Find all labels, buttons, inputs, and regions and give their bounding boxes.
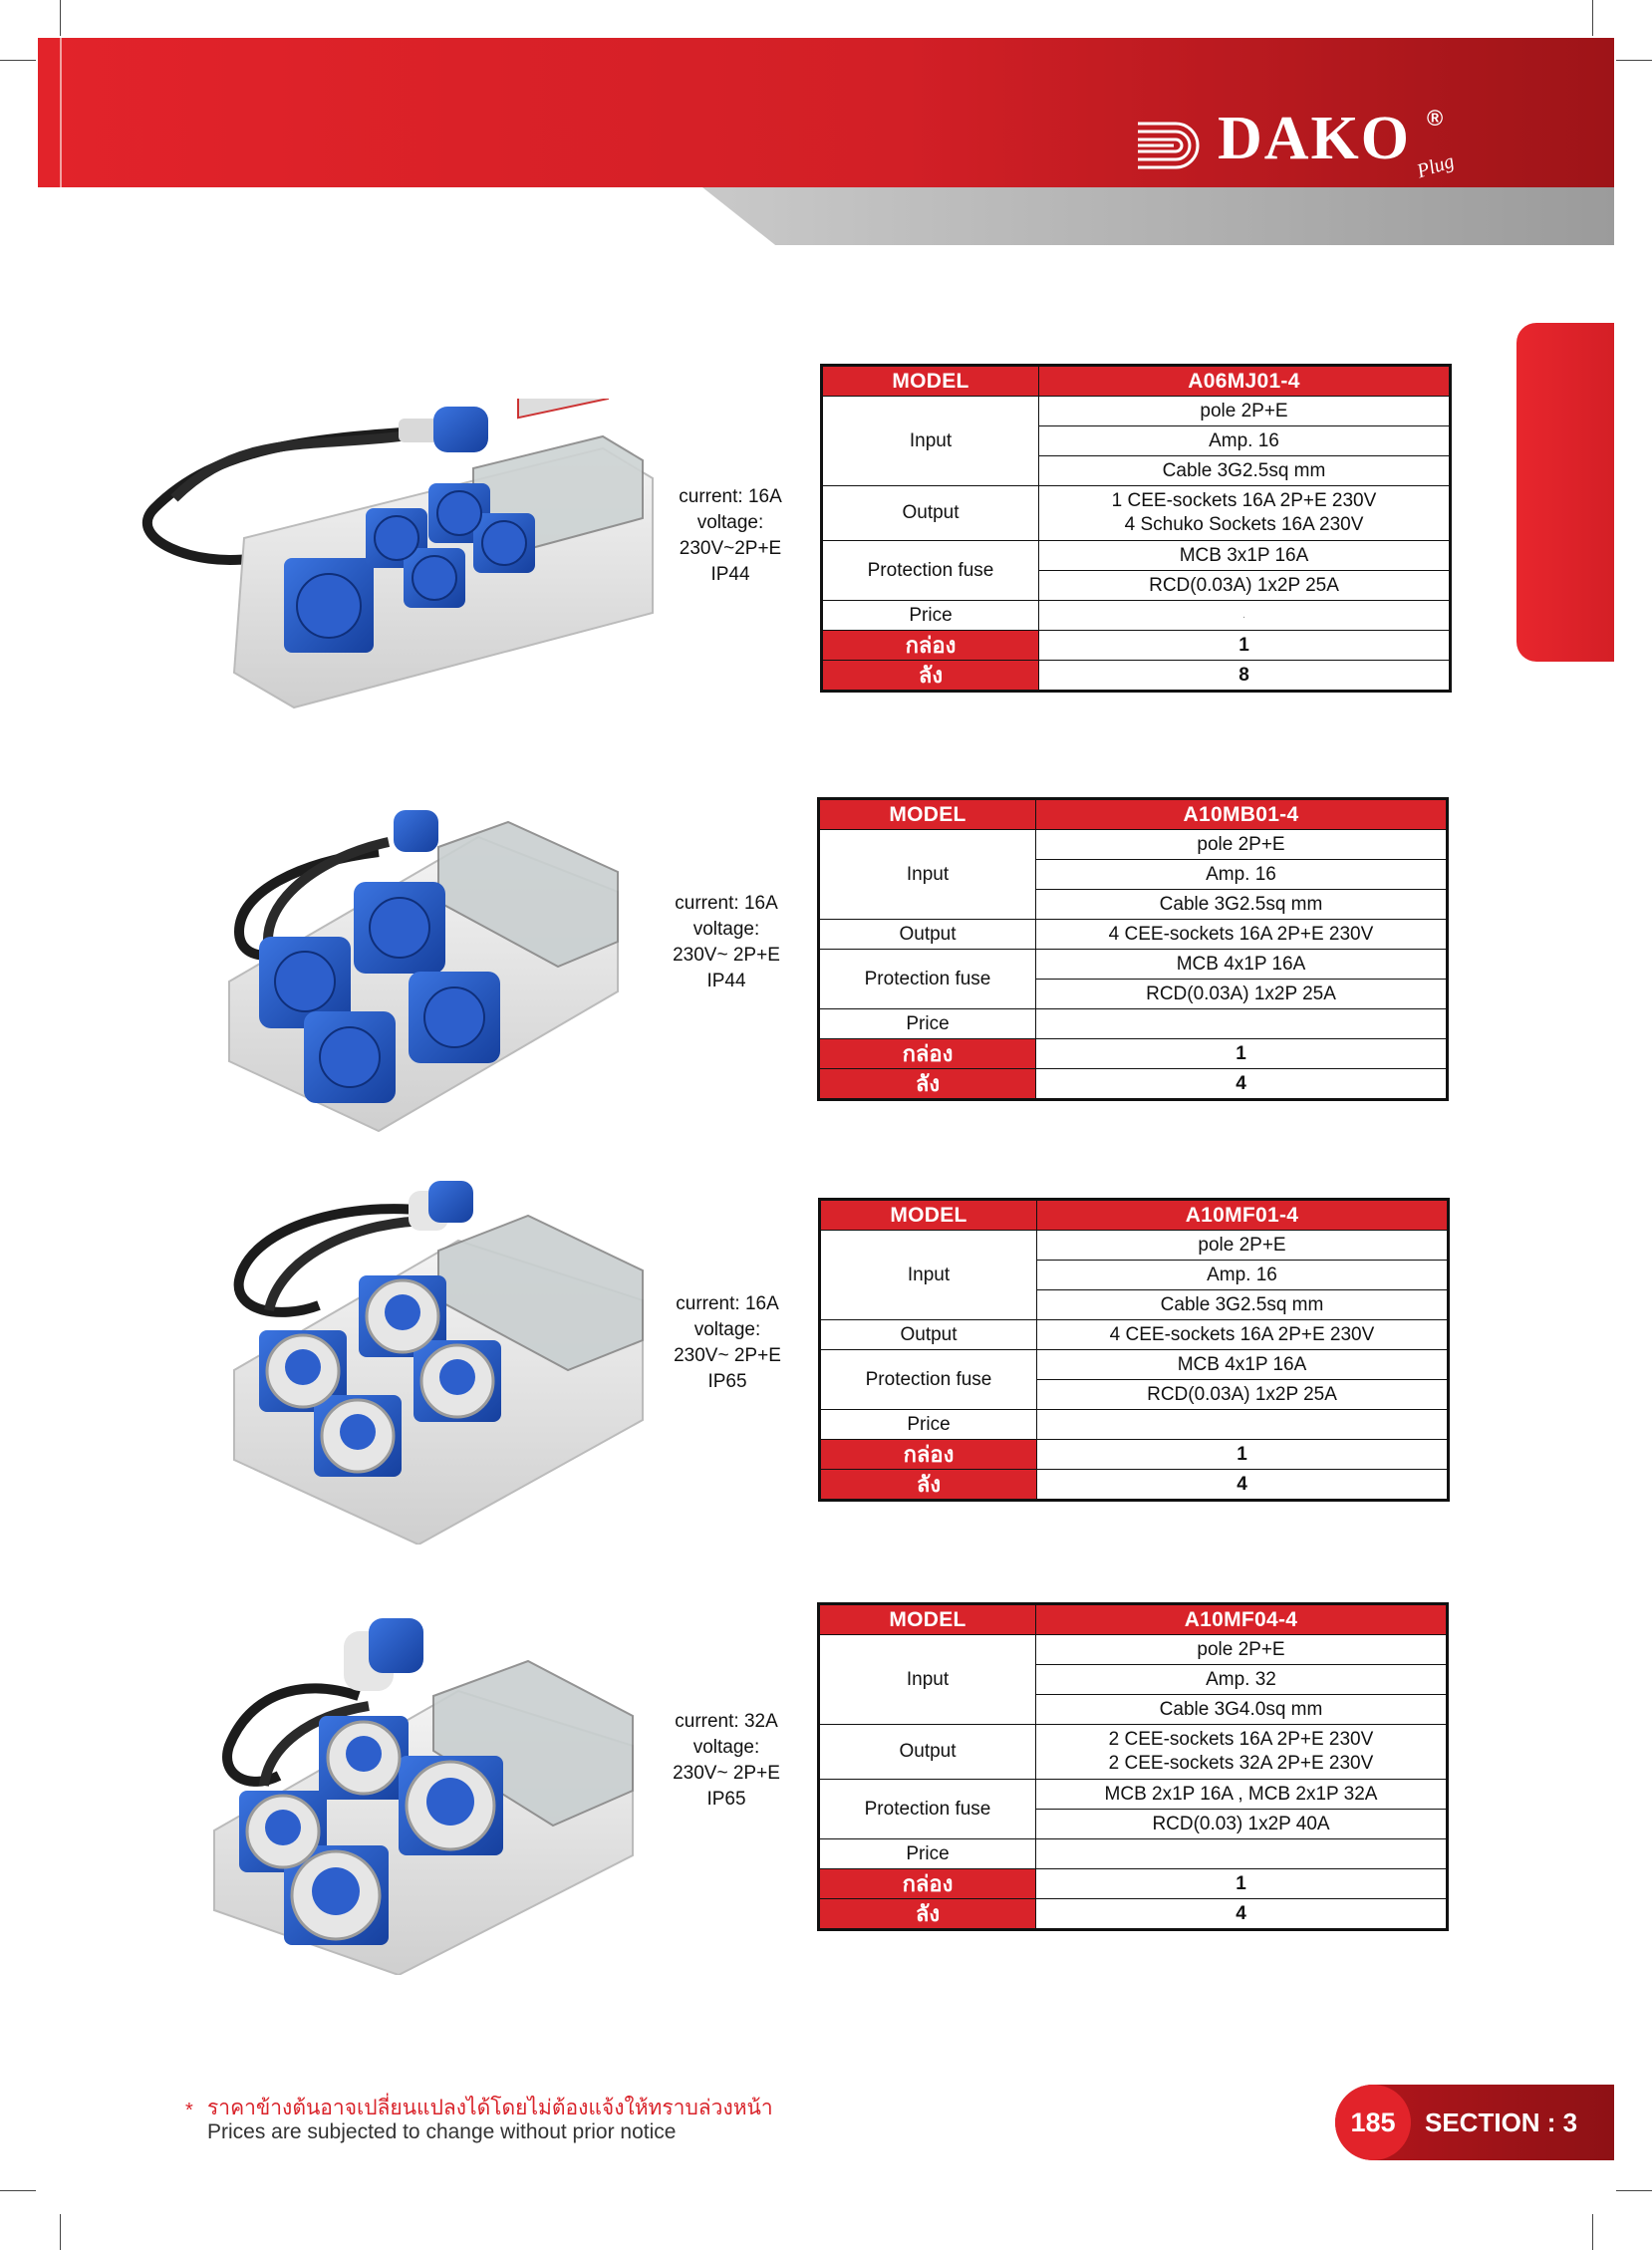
header-guide-line bbox=[60, 38, 62, 187]
spec-line: voltage: bbox=[692, 1737, 760, 1758]
table-row bbox=[822, 631, 1451, 661]
table-row bbox=[822, 486, 1451, 541]
input-value: Cable 3G4.0sq mm bbox=[1036, 1695, 1448, 1725]
disclaimer-english: Prices are subjected to change without prior notice bbox=[207, 2120, 677, 2143]
protection-value: RCD(0.03A) 1x2P 25A bbox=[1037, 1380, 1449, 1410]
footnote-star: * bbox=[185, 2100, 193, 2121]
crop-mark bbox=[1616, 60, 1652, 61]
table-row bbox=[819, 1869, 1448, 1899]
box-label: กล่อง bbox=[819, 1869, 1036, 1899]
product-image-a10mf04-4 bbox=[209, 1606, 638, 1975]
spec-line: voltage: bbox=[693, 1319, 761, 1340]
disclaimer-thai: ราคาข้างต้นอาจเปลี่ยนแปลงได้โดยไม่ต้องแจ้งให้ทราบล่วงหน้า bbox=[207, 2097, 773, 2119]
spec-line: IP65 bbox=[707, 1371, 747, 1392]
box-qty: 1 bbox=[1037, 1440, 1449, 1470]
table-row bbox=[822, 661, 1451, 692]
input-value: Amp. 16 bbox=[1037, 1261, 1449, 1290]
spec-line: voltage: bbox=[692, 919, 760, 940]
output-value: 4 CEE-sockets 16A 2P+E 230V bbox=[1037, 1320, 1449, 1350]
input-value: Amp. 16 bbox=[1039, 426, 1451, 456]
spec-line: 230V~ 2P+E bbox=[673, 1763, 780, 1784]
spec-table-a10mf04-4 bbox=[817, 1602, 1449, 1931]
spec-line: 230V~ 2P+E bbox=[673, 945, 780, 966]
table-row bbox=[819, 1039, 1448, 1069]
crop-mark bbox=[1592, 0, 1593, 36]
spec-line: 230V~ 2P+E bbox=[674, 1345, 781, 1366]
spec-line: IP44 bbox=[706, 971, 746, 991]
table-row bbox=[822, 601, 1451, 631]
box-label: กล่อง bbox=[820, 1440, 1037, 1470]
carton-label: ลัง bbox=[822, 661, 1039, 692]
table-row bbox=[820, 1200, 1449, 1231]
spec-line: current: 16A bbox=[676, 1293, 779, 1314]
header-gray-band bbox=[702, 187, 1614, 245]
input-label: Input bbox=[819, 1635, 1036, 1725]
model-label: MODEL bbox=[819, 799, 1036, 830]
brand-name: DAKO bbox=[1218, 105, 1411, 172]
table-row bbox=[819, 1069, 1448, 1100]
carton-label: ลัง bbox=[820, 1470, 1037, 1501]
crop-mark bbox=[0, 60, 36, 61]
box-qty: 1 bbox=[1039, 631, 1451, 661]
carton-qty: 4 bbox=[1036, 1899, 1448, 1930]
box-label: กล่อง bbox=[819, 1039, 1036, 1069]
table-row bbox=[820, 1231, 1449, 1261]
model-value: A10MB01-4 bbox=[1036, 799, 1448, 830]
output-label: Output bbox=[822, 486, 1039, 541]
output-label: Output bbox=[819, 920, 1036, 950]
price-label: Price bbox=[819, 1009, 1036, 1039]
table-row bbox=[820, 1320, 1449, 1350]
spec-line: 230V~2P+E bbox=[679, 538, 782, 559]
brand-sub: Plug bbox=[1414, 149, 1458, 183]
table-row bbox=[820, 1410, 1449, 1440]
model-value: A06MJ01-4 bbox=[1039, 366, 1451, 397]
table-row bbox=[822, 397, 1451, 426]
table-row bbox=[819, 1635, 1448, 1665]
input-value: Cable 3G2.5sq mm bbox=[1039, 456, 1451, 486]
table-row bbox=[819, 1899, 1448, 1930]
protection-value: MCB 4x1P 16A bbox=[1037, 1350, 1449, 1380]
price-value bbox=[1037, 1410, 1449, 1440]
price-label: Price bbox=[820, 1410, 1037, 1440]
product-image-a06mj01-4 bbox=[135, 399, 673, 727]
model-value: A10MF04-4 bbox=[1036, 1604, 1448, 1635]
box-qty: 1 bbox=[1036, 1039, 1448, 1069]
input-value: Amp. 16 bbox=[1036, 860, 1448, 890]
carton-label: ลัง bbox=[819, 1899, 1036, 1930]
spec-summary-a10mf04-4 bbox=[662, 1709, 791, 1813]
product-image-a10mf01-4 bbox=[229, 1181, 648, 1545]
model-label: MODEL bbox=[819, 1604, 1036, 1635]
protection-label: Protection fuse bbox=[820, 1350, 1037, 1410]
protection-label: Protection fuse bbox=[819, 950, 1036, 1009]
input-value: pole 2P+E bbox=[1037, 1231, 1449, 1261]
output-value: 4 CEE-sockets 16A 2P+E 230V bbox=[1036, 920, 1448, 950]
protection-value: RCD(0.03A) 1x2P 25A bbox=[1039, 571, 1451, 601]
input-label: Input bbox=[819, 830, 1036, 920]
model-value: A10MF01-4 bbox=[1037, 1200, 1449, 1231]
spec-table-a10mf01-4 bbox=[818, 1198, 1450, 1502]
table-row bbox=[819, 830, 1448, 860]
table-row bbox=[819, 950, 1448, 980]
spec-summary-a10mf01-4 bbox=[663, 1291, 792, 1395]
output-label: Output bbox=[820, 1320, 1037, 1350]
model-label: MODEL bbox=[822, 366, 1039, 397]
table-row bbox=[819, 1009, 1448, 1039]
input-value: Cable 3G2.5sq mm bbox=[1036, 890, 1448, 920]
price-label: Price bbox=[822, 601, 1039, 631]
input-value: pole 2P+E bbox=[1036, 830, 1448, 860]
page-badge bbox=[1335, 2085, 1614, 2160]
table-row bbox=[819, 920, 1448, 950]
protection-value: MCB 4x1P 16A bbox=[1036, 950, 1448, 980]
input-value: Amp. 32 bbox=[1036, 1665, 1448, 1695]
output-line: 1 CEE-sockets 16A 2P+E 230V bbox=[1111, 490, 1377, 511]
carton-qty: 4 bbox=[1037, 1470, 1449, 1501]
output-label: Output bbox=[819, 1725, 1036, 1780]
price-value bbox=[1036, 1009, 1448, 1039]
input-label: Input bbox=[822, 397, 1039, 486]
table-row bbox=[819, 1725, 1448, 1780]
spec-table-a06mj01-4 bbox=[820, 364, 1452, 693]
spec-summary-a10mb01-4 bbox=[662, 891, 791, 994]
carton-qty: 4 bbox=[1036, 1069, 1448, 1100]
box-label: กล่อง bbox=[822, 631, 1039, 661]
crop-mark bbox=[1616, 2190, 1652, 2191]
output-value bbox=[1036, 1725, 1448, 1780]
output-line: 2 CEE-sockets 32A 2P+E 230V bbox=[1108, 1753, 1374, 1774]
table-row bbox=[819, 1780, 1448, 1810]
spec-line: IP44 bbox=[710, 564, 750, 585]
price-disclaimer bbox=[185, 2097, 773, 2144]
section-label: SECTION : 3 bbox=[1425, 2108, 1578, 2137]
spec-line: IP65 bbox=[706, 1789, 746, 1810]
protection-value: MCB 2x1P 16A , MCB 2x1P 32A bbox=[1036, 1780, 1448, 1810]
protection-value: RCD(0.03) 1x2P 40A bbox=[1036, 1810, 1448, 1839]
output-value bbox=[1039, 486, 1451, 541]
table-row bbox=[819, 1839, 1448, 1869]
price-label: Price bbox=[819, 1839, 1036, 1869]
output-line: 4 Schuko Sockets 16A 230V bbox=[1124, 514, 1364, 535]
table-row bbox=[822, 366, 1451, 397]
input-label: Input bbox=[820, 1231, 1037, 1320]
crop-mark bbox=[60, 2214, 61, 2250]
table-row bbox=[819, 1604, 1448, 1635]
spec-line: current: 16A bbox=[679, 486, 782, 507]
spec-line: voltage: bbox=[696, 512, 764, 533]
table-row bbox=[820, 1440, 1449, 1470]
model-label: MODEL bbox=[820, 1200, 1037, 1231]
dako-d-mark-icon bbox=[1136, 120, 1214, 171]
input-value: Cable 3G2.5sq mm bbox=[1037, 1290, 1449, 1320]
table-row bbox=[820, 1470, 1449, 1501]
section-side-tab[interactable] bbox=[1516, 323, 1614, 662]
input-value: pole 2P+E bbox=[1036, 1635, 1448, 1665]
output-line: 2 CEE-sockets 16A 2P+E 230V bbox=[1108, 1729, 1374, 1750]
carton-qty: 8 bbox=[1039, 661, 1451, 692]
spec-line: current: 32A bbox=[675, 1711, 778, 1732]
price-value: . bbox=[1039, 601, 1451, 631]
protection-label: Protection fuse bbox=[819, 1780, 1036, 1839]
table-row bbox=[822, 541, 1451, 571]
spec-table-a10mb01-4 bbox=[817, 797, 1449, 1101]
crop-mark bbox=[0, 2190, 36, 2191]
carton-label: ลัง bbox=[819, 1069, 1036, 1100]
crop-mark bbox=[1592, 2214, 1593, 2250]
table-row bbox=[819, 799, 1448, 830]
box-qty: 1 bbox=[1036, 1869, 1448, 1899]
registered-mark: ® bbox=[1427, 106, 1444, 131]
protection-value: RCD(0.03A) 1x2P 25A bbox=[1036, 980, 1448, 1009]
price-value bbox=[1036, 1839, 1448, 1869]
spec-line: current: 16A bbox=[675, 893, 778, 914]
page-number: 185 bbox=[1335, 2085, 1411, 2160]
crop-mark bbox=[60, 0, 61, 36]
input-value: pole 2P+E bbox=[1039, 397, 1451, 426]
table-row bbox=[820, 1350, 1449, 1380]
spec-summary-a06mj01-4 bbox=[666, 484, 795, 588]
product-image-a10mb01-4 bbox=[219, 802, 628, 1136]
protection-value: MCB 3x1P 16A bbox=[1039, 541, 1451, 571]
protection-label: Protection fuse bbox=[822, 541, 1039, 601]
